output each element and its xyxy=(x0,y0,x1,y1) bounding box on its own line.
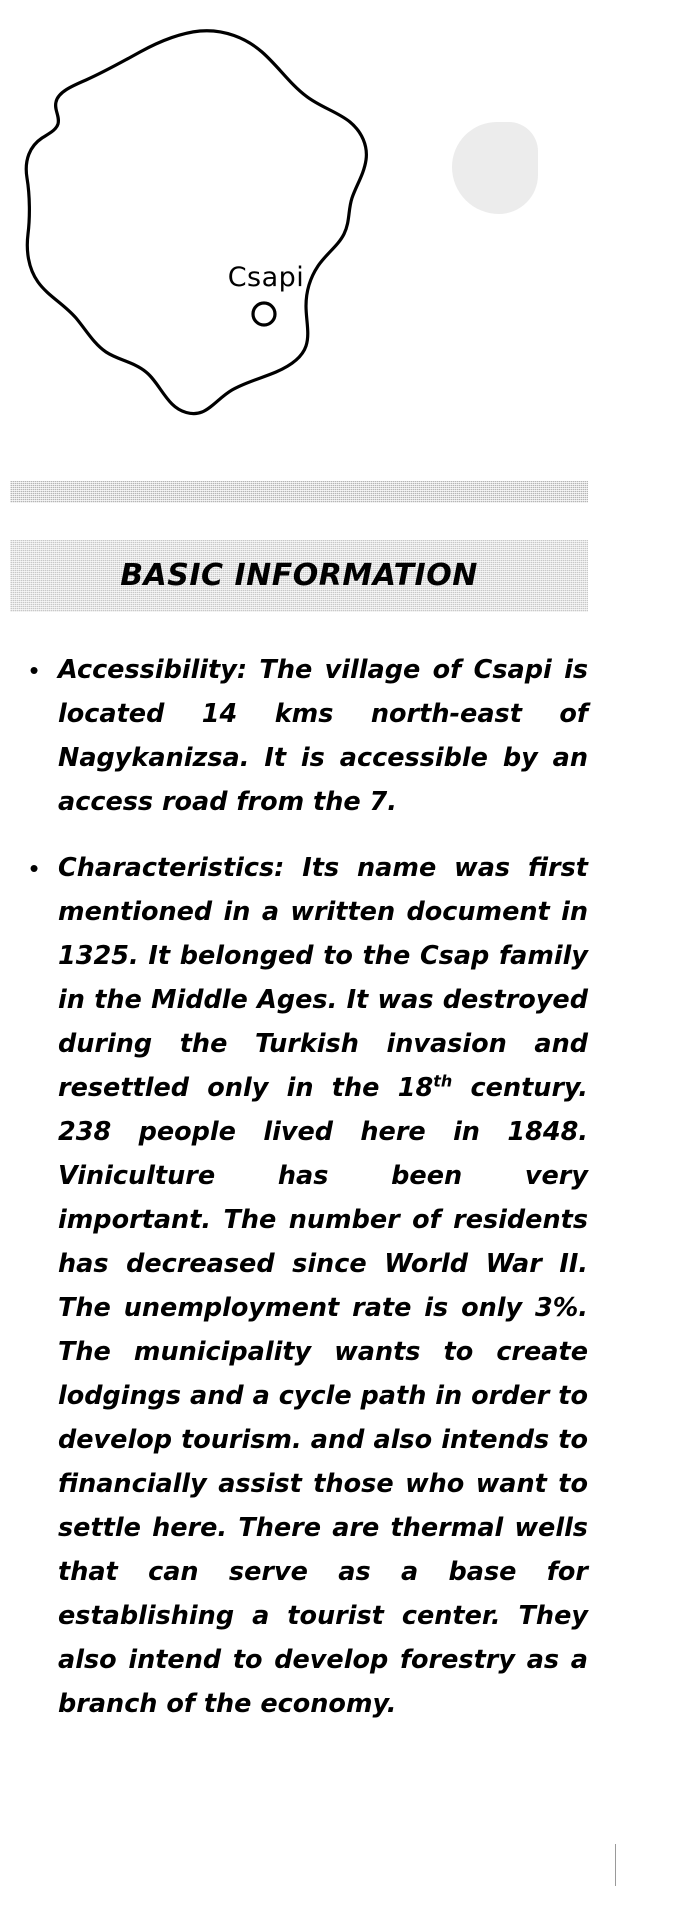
scan-artifact-blob xyxy=(452,122,538,214)
settlement-marker-icon xyxy=(253,303,275,325)
section-heading xyxy=(10,540,588,612)
village-map xyxy=(0,0,580,470)
bullet-icon: • xyxy=(29,655,39,685)
list-item xyxy=(10,648,588,824)
accessibility-text: Accessibility: The village of Csapi is located 14 kms north-east of Nagykanizsa. It is accessible by an access road from the 7. xyxy=(58,655,588,817)
characteristics-text-part2: century. 238 people lived here in 1848. Viniculture has been very important. The number of residents has decreased since World War II. The unemployment rate is only 3%. The municipality wants to create lodgings and a cycle path in order to develop tourism. and also intends to financially assist those who want to settle here. There are thermal wells that can serve as a base for establishing a tourist center. They also intend to develop forestry as a branch of the economy. xyxy=(58,1073,588,1719)
map-settlement-label: Csapi xyxy=(227,262,305,293)
scan-edge-artifact xyxy=(615,1844,616,1886)
section-divider xyxy=(10,481,588,503)
info-list xyxy=(10,648,588,1748)
section-heading-title: BASIC INFORMATION xyxy=(120,558,478,593)
list-item xyxy=(10,846,588,1726)
characteristics-text xyxy=(58,846,588,1726)
bullet-icon: • xyxy=(29,853,39,883)
characteristics-text-part1: Characteristics: Its name was first mentioned in a written document in 1325. It belonged to the Csap family in the Middle Ages. It was destroyed during the Turkish invasion and resettled only in the 18 xyxy=(58,853,588,1103)
ordinal-suffix: th xyxy=(433,1071,453,1091)
map-outline-icon xyxy=(0,0,580,470)
